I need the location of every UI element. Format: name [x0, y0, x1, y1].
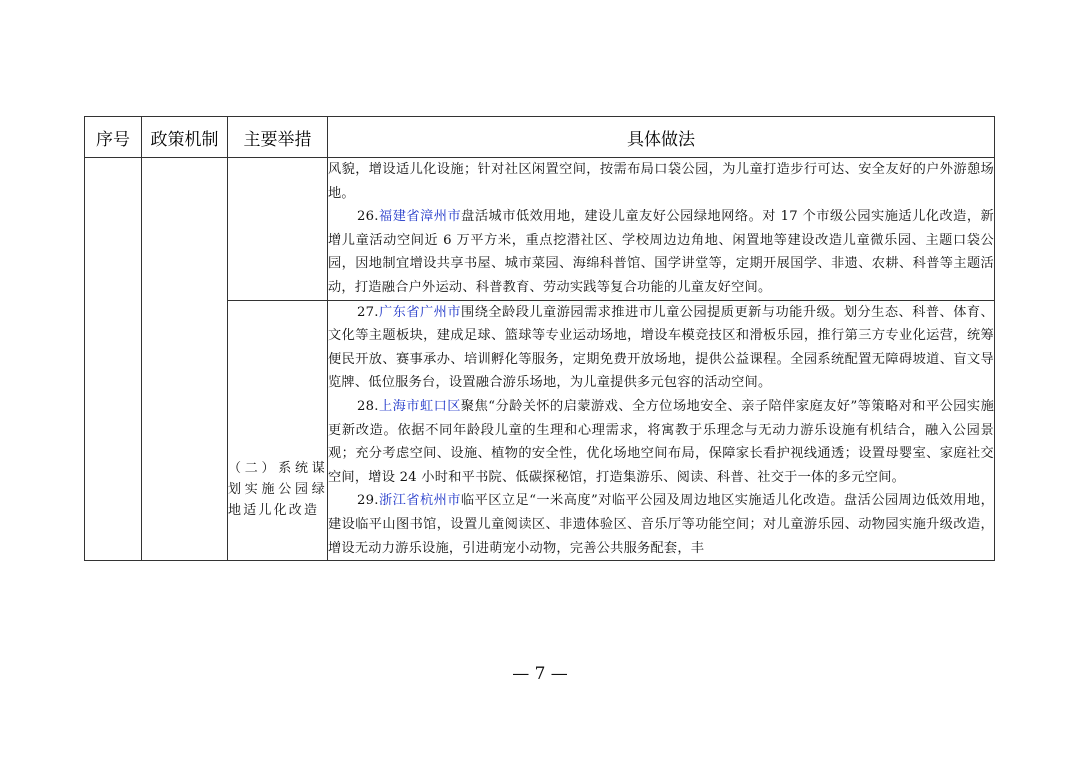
- case-number: 29.: [357, 493, 379, 509]
- case-number: 27.: [357, 304, 379, 320]
- practice-cell-1: [328, 158, 995, 301]
- header-practice: 具体做法: [328, 117, 995, 158]
- case-27-paragraph: [328, 301, 994, 395]
- case-text: 聚焦“分龄关怀的启蒙游戏、全方位场地安全、亲子陪伴家庭友好”等策略对和平公园实施更新改造。依据不同年龄段儿童的生理和心理需求，将寓教于乐理念与无动力游乐设施有机结合，融入公园景观；充分考虑空间、设施、植物的安全性，优化场地空间布局，保障家长看护视线通透；设置母婴室、家庭社交空间，增设 24 小时和平书院、低碳探秘馆，打造集游乐、阅读、科普、社交于一体的多元空间。: [328, 398, 995, 485]
- header-mechanism: 政策机制: [142, 117, 228, 158]
- case-text: 盘活城市低效用地，建设儿童友好公园绿地网络。对 17 个市级公园实施适儿化改造，新增儿童活动空间近 6 万平方米，重点挖潜社区、学校周边边角地、闲置地等建设改造儿童微乐园、主题口袋公园，因地制宜增设共享书屋、城市菜园、海绵科普馆、国学讲堂等，定期开展国学、非遗、农耕、科普等主题活动，打造融合户外运动、科普教育、劳动实践等复合功能的儿童友好空间。: [328, 209, 994, 295]
- table-row: [85, 158, 995, 301]
- measure-cell-previous: [228, 158, 328, 301]
- case-29-paragraph: [328, 489, 994, 560]
- header-measure: 主要举措: [228, 117, 328, 158]
- case-28-paragraph: [328, 395, 994, 489]
- case-location-link[interactable]: 浙江省杭州市: [378, 493, 461, 509]
- policy-table: [84, 116, 995, 561]
- mechanism-cell: [142, 158, 228, 561]
- case-location-link[interactable]: 上海市虹口区: [378, 398, 461, 414]
- case-text: 临平区立足“一米高度”对临平公园及周边地区实施适儿化改造。盘活公园周边低效用地，建设临平山图书馆，设置儿童阅读区、非遗体验区、音乐厅等功能空间；对儿童游乐园、动物园实施升级改造，增设无动力游乐设施，引进萌宠小动物，完善公共服务配套，丰: [328, 493, 995, 556]
- header-seq: 序号: [85, 117, 142, 158]
- case-location-link[interactable]: 广东省广州市: [378, 304, 462, 320]
- case-number: 28.: [357, 398, 379, 414]
- table-header-row: [85, 117, 995, 158]
- case-text: 围绕全龄段儿童游园需求推进市儿童公园提质更新与功能升级。划分生态、科普、体育、文化等主题板块，建成足球、篮球等专业运动场地，增设车模竞技区和滑板乐园，推行第三方专业化运营，统筹便民开放、赛事承办、培训孵化等服务，定期免费开放场地，提供公益课程。全园系统配置无障碍坡道、盲文导览牌、低位服务台，设置融合游乐场地，为儿童提供多元包容的活动空间。: [328, 304, 994, 391]
- seq-cell: [85, 158, 142, 561]
- continuation-paragraph: 风貌，增设适儿化设施；针对社区闲置空间，按需布局口袋公园，为儿童打造步行可达、安全友好的户外游憩场地。: [328, 162, 994, 201]
- page-number: — 7 —: [512, 664, 568, 684]
- measure-cell: [228, 300, 328, 561]
- case-location-link[interactable]: 福建省漳州市: [378, 209, 462, 225]
- practice-cell-2: [328, 300, 995, 561]
- measure-text: （二）系统谋划实施公园绿地适儿化改造: [228, 460, 327, 518]
- case-number: 26.: [357, 209, 379, 225]
- case-26-paragraph: [328, 205, 994, 299]
